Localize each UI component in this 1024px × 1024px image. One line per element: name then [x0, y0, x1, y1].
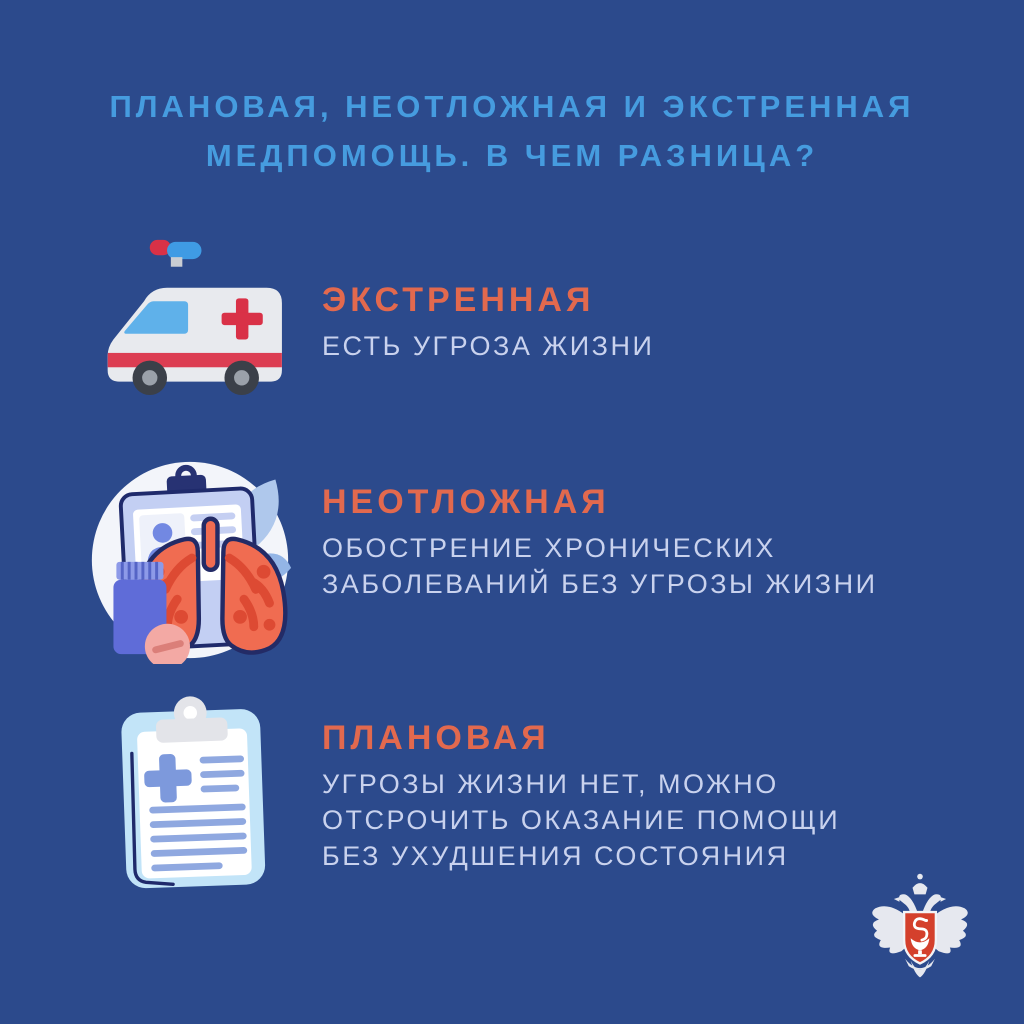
poster-title	[0, 82, 1024, 180]
section-urgent-content	[322, 482, 878, 602]
section-urgent-desc-line2: ЗАБОЛЕВАНИЙ БЕЗ УГРОЗЫ ЖИЗНИ	[322, 569, 878, 599]
lungs-clipboard-icon	[86, 452, 294, 664]
section-planned-desc-line2: ОТСРОЧИТЬ ОКАЗАНИЕ ПОМОЩИ	[322, 805, 841, 835]
poster-title-line2: МЕДПОМОЩЬ. В ЧЕМ РАЗНИЦА?	[205, 138, 819, 173]
section-planned	[0, 682, 1024, 896]
section-urgent	[0, 452, 1024, 664]
ministry-of-health-emblem-icon	[864, 868, 976, 986]
ambulance-icon	[94, 238, 286, 396]
section-emergency	[0, 238, 1024, 398]
section-planned-heading: ПЛАНОВАЯ	[322, 719, 550, 757]
poster-title-line1: ПЛАНОВАЯ, НЕОТЛОЖНАЯ И ЭКСТРЕННАЯ	[109, 89, 915, 124]
section-urgent-heading: НЕОТЛОЖНАЯ	[322, 483, 610, 521]
clipboard-icon	[110, 682, 274, 896]
section-planned-content	[322, 718, 840, 874]
section-planned-desc-line3: БЕЗ УХУДШЕНИЯ СОСТОЯНИЯ	[322, 841, 789, 871]
section-urgent-desc-line1: ОБОСТРЕНИЕ ХРОНИЧЕСКИХ	[322, 533, 776, 563]
section-emergency-content	[322, 280, 654, 364]
section-emergency-heading: ЭКСТРЕННАЯ	[322, 281, 595, 319]
section-emergency-desc: ЕСТЬ УГРОЗА ЖИЗНИ	[322, 331, 655, 361]
section-planned-desc-line1: УГРОЗЫ ЖИЗНИ НЕТ, МОЖНО	[322, 769, 779, 799]
